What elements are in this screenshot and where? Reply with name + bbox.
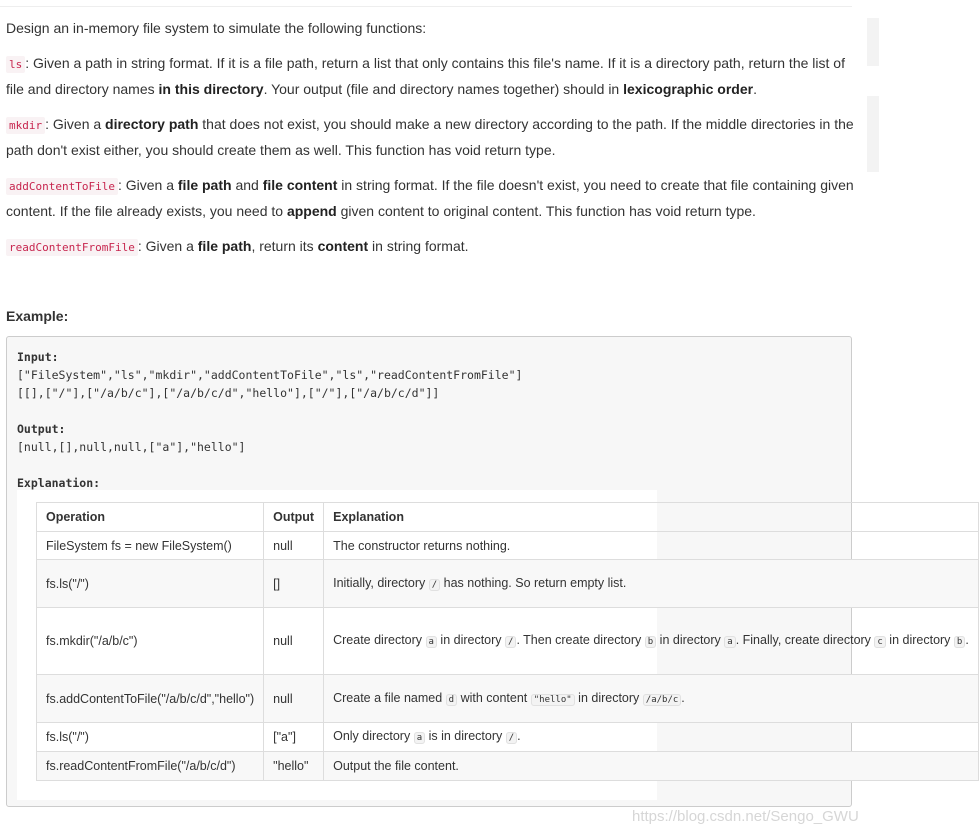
explanation-cell [324,608,979,675]
output-cell: ["a"] [264,723,324,752]
side-block-top [867,18,879,66]
input-args: [[],["/"],["/a/b/c"],["/a/b/c/d","hello"],["/"],["/a/b/c/d"]] [17,386,440,400]
table-row [37,675,979,723]
function-name-code: readContentFromFile [6,239,138,256]
emphasis-text: directory path [105,116,199,132]
table-row [37,752,979,781]
inline-code: /a/b/c [643,694,682,706]
output-values: [null,[],null,null,["a"],"hello"] [17,440,246,454]
explanation-cell [324,532,979,560]
explanation-text: Output the file content. [333,759,459,773]
function-desc-readContentFromFile [6,234,854,260]
input-label: Input: [17,350,59,364]
inline-code: / [506,732,517,744]
explanation-text: Create directory [333,633,426,647]
desc-text: and [231,177,263,193]
function-name-code: addContentToFile [6,178,118,195]
inline-code: a [414,732,425,744]
inline-code: / [505,636,516,648]
operation-cell: fs.mkdir("/a/b/c") [37,608,264,675]
emphasis-text: file content [262,177,338,193]
table-row [37,532,979,560]
output-cell: [] [264,560,324,608]
example-heading: Example: [6,308,69,324]
function-name-code: mkdir [6,117,45,134]
explanation-text: Initially, directory [333,575,429,590]
operation-cell: FileSystem fs = new FileSystem() [37,532,264,560]
desc-text: : Given a [45,116,106,132]
explanation-text: . Then create directory [516,633,645,647]
explanation-text: The constructor returns nothing. [333,538,511,553]
function-desc-addContentToFile [6,173,854,224]
explanation-cell [324,723,979,752]
explanation-cell [324,675,979,723]
emphasis-text: append [286,203,337,219]
side-block-bottom [867,96,879,172]
explanation-text: in directory [574,690,643,705]
function-desc-mkdir [6,112,854,163]
explanation-text: with content [457,690,531,705]
intro-text: Design an in-memory file system to simulate the following functions: [6,20,427,36]
operation-cell: fs.readContentFromFile("/a/b/c/d") [37,752,264,781]
inline-code: / [429,579,440,591]
explanation-text: in directory [656,633,725,647]
output-label: Output: [17,422,66,436]
desc-text: , return its [251,238,318,254]
explanation-table [36,502,979,781]
problem-description [6,16,969,807]
desc-text: . [753,81,757,97]
header-explanation: Explanation [324,503,979,532]
emphasis-text: lexicographic order [623,81,754,97]
explanation-label: Explanation: [17,476,101,490]
explanation-text: Create a file named [333,690,446,705]
operation-cell: fs.ls("/") [37,560,264,608]
output-cell: null [264,532,324,560]
function-list [6,51,854,260]
top-divider [0,6,852,7]
inline-code: "hello" [531,694,575,706]
desc-text: . Your output (file and directory names together) should in [263,81,624,97]
table-row [37,723,979,752]
inline-code: d [446,694,457,706]
watermark: https://blog.csdn.net/Sengo_GWU [632,808,859,825]
inline-code: a [724,636,735,648]
explanation-text: Only directory [333,729,414,743]
explanation-text: in directory [885,633,954,647]
desc-text: : Given a [137,238,198,254]
header-output: Output [264,503,324,532]
inline-code: b [954,636,965,648]
input-methods: ["FileSystem","ls","mkdir","addContentToFile","ls","readContentFromFile"] [17,368,523,382]
inline-code: b [645,636,656,648]
explanation-text: . Finally, create directory [735,633,875,647]
emphasis-text: in this directory [158,81,264,97]
desc-text: in string format. [368,238,469,254]
operation-cell: fs.addContentToFile("/a/b/c/d","hello") [37,675,264,723]
desc-text: that does not exist, you should make a new directory according to the path. If the middle directories in the path don't exist either, you should create them as well. This function has void return type. [6,116,854,158]
explanation-text: has nothing. So return empty list. [440,575,627,590]
inline-code: c [874,636,885,648]
explanation-text: . [965,633,969,647]
emphasis-text: file path [177,177,232,193]
example-block [6,336,969,807]
operation-cell: fs.ls("/") [37,723,264,752]
explanation-table-wrap [17,490,969,800]
explanation-text: . [517,729,521,743]
header-operation: Operation [37,503,264,532]
emphasis-text: content [317,238,369,254]
table-header-row [37,503,979,532]
desc-text: in string format. If the file doesn't exist, you need to create that file containing given content. If the file already exists, you need to [6,177,854,219]
function-name-code: ls [6,56,25,73]
output-cell: null [264,675,324,723]
inline-code: a [426,636,437,648]
table-row [37,560,979,608]
desc-text: : Given a path in string format. If it is a file path, return a list that only contains this file's name. If it is a directory path, return the list of file and directory names [6,55,845,97]
explanation-text: . [681,690,685,705]
output-cell: null [264,608,324,675]
table-row [37,608,979,675]
function-desc-ls [6,51,854,102]
explanation-cell [324,560,979,608]
output-cell: "hello" [264,752,324,781]
explanation-text: is in directory [425,729,506,743]
explanation-text: in directory [436,633,506,647]
desc-text: given content to original content. This function has void return type. [336,203,756,219]
desc-text: : Given a [117,177,178,193]
emphasis-text: file path [197,238,252,254]
explanation-cell [324,752,979,781]
